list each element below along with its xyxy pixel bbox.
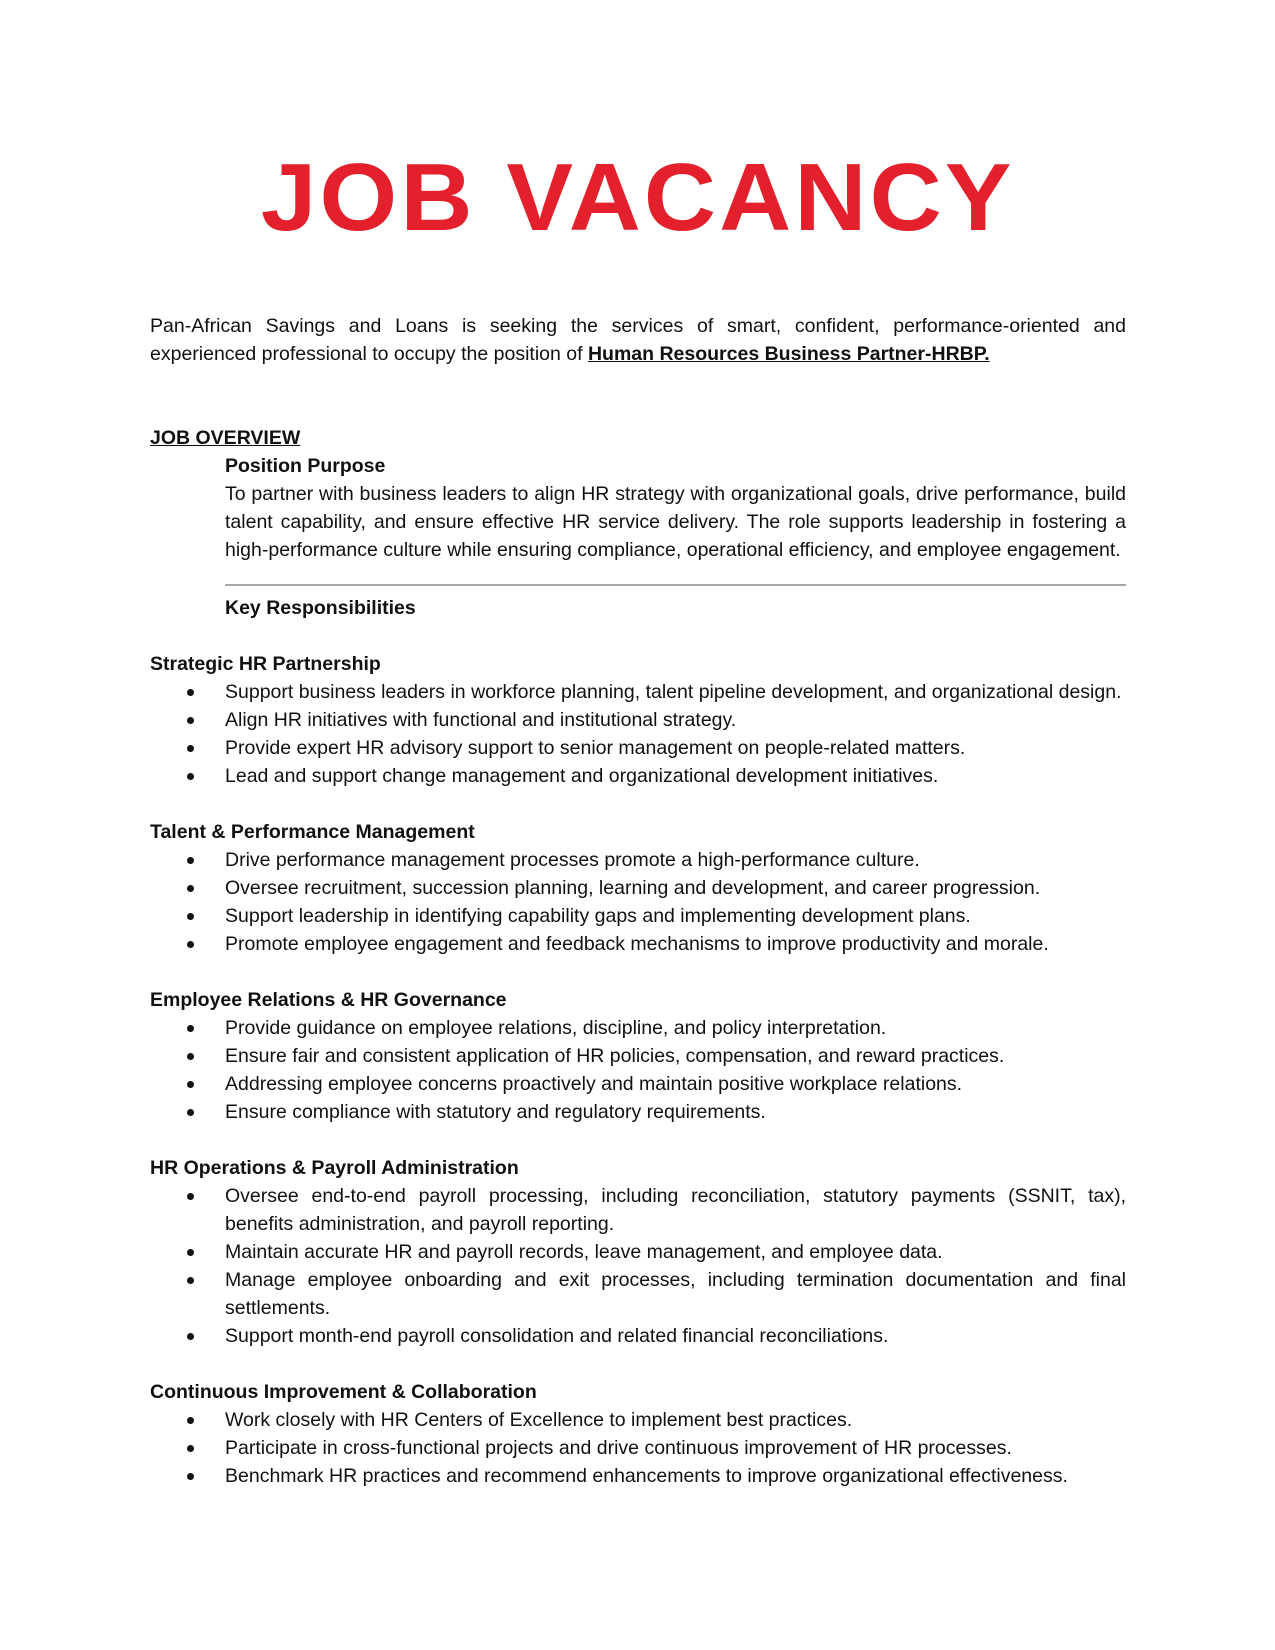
responsibility-section <box>150 818 1126 958</box>
list-item-text: Provide expert HR advisory support to senior management on people-related matters. <box>225 737 966 759</box>
bullet-icon <box>187 1417 194 1424</box>
list-item <box>150 1406 1126 1434</box>
position-purpose-block <box>225 452 1126 564</box>
bullet-list <box>150 1182 1126 1350</box>
bullet-icon <box>187 913 194 920</box>
list-item-text: Support business leaders in workforce planning, talent pipeline development, and organizational design. <box>225 681 1122 703</box>
list-item <box>150 1266 1126 1322</box>
document-body <box>150 312 1126 1490</box>
section-divider <box>225 584 1126 586</box>
bullet-list <box>150 846 1126 958</box>
section-title: Employee Relations & HR Governance <box>150 989 507 1011</box>
list-item-text: Addressing employee concerns proactively and maintain positive workplace relations. <box>225 1073 963 1095</box>
bullet-icon <box>187 1249 194 1256</box>
list-item-text: Maintain accurate HR and payroll records, leave management, and employee data. <box>225 1241 943 1263</box>
list-item <box>150 1098 1126 1126</box>
section-title: HR Operations & Payroll Administration <box>150 1157 519 1179</box>
list-item-text: Participate in cross-functional projects and drive continuous improvement of HR processes. <box>225 1437 1012 1459</box>
bullet-icon <box>187 885 194 892</box>
section-title: Strategic HR Partnership <box>150 653 381 675</box>
list-item-text: Work closely with HR Centers of Excellence to implement best practices. <box>225 1409 853 1431</box>
list-item <box>150 930 1126 958</box>
bullet-icon <box>187 745 194 752</box>
bullet-icon <box>187 1109 194 1116</box>
bullet-icon <box>187 1193 194 1200</box>
list-item-text: Align HR initiatives with functional and institutional strategy. <box>225 709 737 731</box>
list-item <box>150 1462 1126 1490</box>
list-item <box>150 902 1126 930</box>
responsibility-section <box>150 650 1126 790</box>
bullet-list <box>150 678 1126 790</box>
responsibility-section <box>150 986 1126 1126</box>
list-item-text: Support leadership in identifying capability gaps and implementing development plans. <box>225 905 971 927</box>
job-overview-heading: JOB OVERVIEW <box>150 427 301 449</box>
section-title: Continuous Improvement & Collaboration <box>150 1381 537 1403</box>
list-item-text: Benchmark HR practices and recommend enhancements to improve organizational effectiveness. <box>225 1465 1068 1487</box>
bullet-icon <box>187 1025 194 1032</box>
bullet-icon <box>187 1333 194 1340</box>
responsibility-sections <box>150 650 1126 1490</box>
bullet-icon <box>187 1277 194 1284</box>
list-item-text: Oversee end-to-end payroll processing, including reconciliation, statutory payments (SSNIT, tax), benefits administration, and payroll reporting. <box>225 1185 1126 1235</box>
list-item <box>150 1014 1126 1042</box>
list-item <box>150 1434 1126 1462</box>
list-item-text: Manage employee onboarding and exit processes, including termination documentation and final settlements. <box>225 1269 1126 1319</box>
position-purpose-title: Position Purpose <box>225 455 386 477</box>
list-item-text: Promote employee engagement and feedback mechanisms to improve productivity and morale. <box>225 933 1049 955</box>
list-item <box>150 1322 1126 1350</box>
list-item-text: Oversee recruitment, succession planning, learning and development, and career progression. <box>225 877 1041 899</box>
key-responsibilities-title: Key Responsibilities <box>225 597 416 619</box>
responsibility-section <box>150 1154 1126 1350</box>
list-item <box>150 874 1126 902</box>
list-item <box>150 1070 1126 1098</box>
bullet-icon <box>187 1473 194 1480</box>
bullet-icon <box>187 773 194 780</box>
list-item-text: Drive performance management processes promote a high-performance culture. <box>225 849 920 871</box>
intro-text: Pan-African Savings and Loans is seeking the services of smart, confident, performance-oriented and experienced professional to occupy the position of <box>150 315 1126 365</box>
list-item-text: Lead and support change management and organizational development initiatives. <box>225 765 939 787</box>
position-purpose-text: To partner with business leaders to align HR strategy with organizational goals, drive performance, build talent capability, and ensure effective HR service delivery. The role supports leadership in fostering a high-performance culture while ensuring compliance, operational efficiency, and employee engagement. <box>225 483 1126 561</box>
bullet-icon <box>187 941 194 948</box>
list-item <box>150 734 1126 762</box>
list-item <box>150 706 1126 734</box>
bullet-icon <box>187 857 194 864</box>
responsibility-section <box>150 1378 1126 1490</box>
list-item <box>150 762 1126 790</box>
page-title: JOB VACANCY <box>260 144 1015 251</box>
position-title: Human Resources Business Partner-HRBP. <box>587 343 990 365</box>
bullet-icon <box>187 1445 194 1452</box>
bullet-icon <box>187 1053 194 1060</box>
bullet-list <box>150 1406 1126 1490</box>
bullet-icon <box>187 1081 194 1088</box>
list-item <box>150 1042 1126 1070</box>
list-item-text: Ensure fair and consistent application of HR policies, compensation, and reward practices. <box>225 1045 1005 1067</box>
list-item-text: Support month-end payroll consolidation and related financial reconciliations. <box>225 1325 889 1347</box>
bullet-list <box>150 1014 1126 1126</box>
list-item-text: Ensure compliance with statutory and regulatory requirements. <box>225 1101 766 1123</box>
list-item <box>150 1182 1126 1238</box>
section-title: Talent & Performance Management <box>150 821 475 843</box>
intro-paragraph <box>150 312 1126 368</box>
list-item <box>150 846 1126 874</box>
list-item <box>150 1238 1126 1266</box>
bullet-icon <box>187 717 194 724</box>
list-item <box>150 678 1126 706</box>
list-item-text: Provide guidance on employee relations, discipline, and policy interpretation. <box>225 1017 887 1039</box>
bullet-icon <box>187 689 194 696</box>
